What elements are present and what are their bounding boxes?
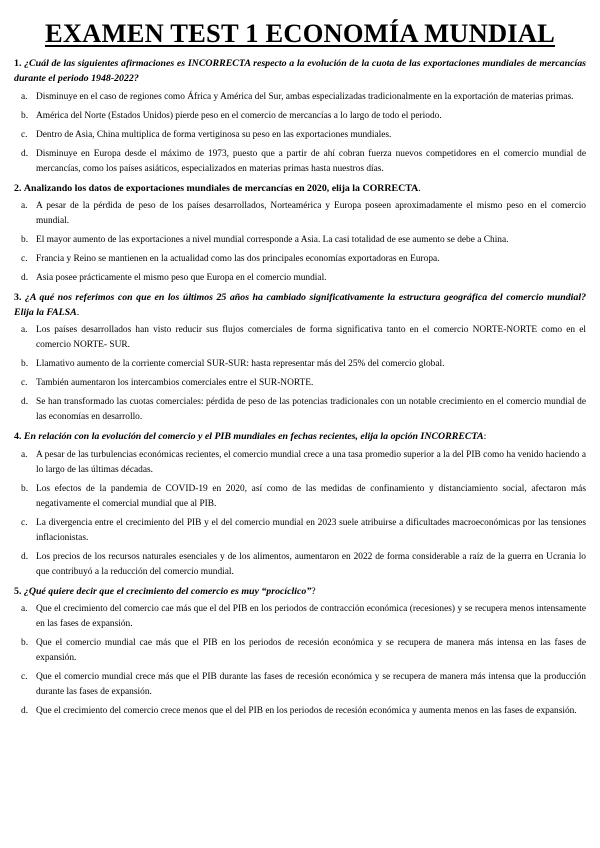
answer-option[interactable]: [14, 90, 586, 105]
option-text: Que el comercio mundial crece más que el PIB durante las fases de recesión económica y se recupera de manera más intensa que la producción durante las fases de expansión.: [36, 672, 586, 698]
question-2: [14, 181, 586, 286]
option-letter: a.: [21, 325, 28, 336]
option-letter: a.: [21, 91, 28, 102]
question-3: [14, 290, 586, 426]
question-heading: [14, 56, 586, 87]
option-text: La divergencia entre el crecimiento del PIB y el del comercio mundial en 2023 suele atribuirse a dificultades macroeconómicas por las tensiones inflacionistas.: [36, 517, 586, 543]
answer-option[interactable]: [14, 199, 586, 229]
question-punctuation: .: [76, 307, 80, 319]
question-number: 2.: [14, 182, 22, 194]
option-letter: a.: [21, 604, 28, 615]
answer-option[interactable]: [14, 357, 586, 372]
answer-option[interactable]: [14, 376, 586, 391]
option-letter: c.: [21, 129, 28, 140]
option-letter: c.: [21, 517, 28, 528]
answer-option[interactable]: [14, 271, 586, 286]
question-text: ¿A qué nos referimos con que en los últimos 25 años ha cambiado significativamente la estructura geográfica del comercio mundial? Elija la FALSA: [14, 291, 587, 319]
question-number: 1.: [14, 58, 22, 69]
option-letter: b.: [21, 638, 29, 649]
answer-list: [14, 323, 586, 425]
question-punctuation: .: [418, 182, 421, 194]
answer-option[interactable]: [14, 636, 586, 666]
option-letter: c.: [21, 253, 28, 264]
answer-option[interactable]: [14, 128, 586, 143]
page-title: EXAMEN TEST 1 ECONOMÍA MUNDIAL: [44, 18, 556, 48]
option-letter: c.: [21, 378, 28, 389]
question-1: [14, 56, 586, 177]
option-text: Los precios de los recursos naturales esenciales y de los alimentos, aumentaron en 2022 de forma considerable a raíz de la guerra en Ucrania lo que contribuyó a la reducción del comercio mundial.: [36, 551, 586, 577]
option-text: Disminuye en el caso de regiones como África y América del Sur, ambas especializadas tradicionalmente en la exportación de materias primas.: [36, 91, 574, 102]
answer-option[interactable]: [14, 323, 586, 353]
question-number: 5.: [14, 585, 22, 597]
question-number: 3.: [14, 291, 22, 303]
option-text: Que el comercio mundial cae más que el PIB en los periodos de recesión económica y se recupera de manera más intensa en las fases de expansión.: [36, 638, 586, 664]
option-letter: d.: [21, 706, 29, 717]
option-letter: d.: [21, 397, 29, 408]
answer-option[interactable]: [14, 395, 586, 425]
option-text: A pesar de las turbulencias económicas recientes, el comercio mundial crece a una tasa promedio superior a la del PIB como ha venido haciendo a lo largo de las últimas décadas.: [36, 449, 586, 475]
option-letter: b.: [21, 234, 29, 245]
answer-option[interactable]: [14, 670, 586, 700]
option-letter: c.: [21, 672, 28, 683]
answer-list: [14, 602, 586, 719]
option-text: Disminuye en Europa desde el máximo de 1973, puesto que a partir de ahí cobran fuerza nuevos competidores en el comercio mundial de mercancías, como los países asiáticos, especializados en materias primas hasta nuestros días.: [36, 148, 586, 174]
answer-option[interactable]: [14, 448, 586, 478]
question-4: [14, 429, 586, 579]
option-letter: d.: [21, 148, 29, 159]
question-number: 4.: [14, 431, 22, 443]
answer-list: [14, 90, 586, 177]
option-text: América del Norte (Estados Unidos) pierde peso en el comercio de mercancías a lo largo de todo el periodo.: [36, 110, 442, 121]
option-text: También aumentaron los intercambios comerciales entre el SUR-NORTE.: [36, 378, 314, 389]
option-letter: a.: [21, 449, 28, 460]
option-letter: d.: [21, 272, 29, 283]
option-text: Se han transformado las cuotas comerciales: pérdida de peso de las potencias tradicionales con un notable crecimiento en el comercio mundial de las economías en desarrollo.: [36, 397, 586, 423]
question-text: ¿Qué quiere decir que el crecimiento del comercio es muy “procíclico”: [23, 585, 312, 597]
question-heading: [14, 290, 586, 321]
question-heading: [14, 181, 586, 196]
option-text: Los efectos de la pandemia de COVID-19 en 2020, así como de las medidas de confinamiento y distanciamiento social, afectaron más negativamente el comercial mundial que al PIB.: [36, 483, 586, 509]
option-letter: b.: [21, 110, 29, 121]
option-letter: b.: [21, 359, 29, 370]
option-text: Que el crecimiento del comercio crece menos que el del PIB en los periodos de recesión económica y aumenta menos en las fases de expansión.: [36, 706, 577, 717]
option-text: Dentro de Asia, China multiplica de forma vertiginosa su peso en las exportaciones mundiales.: [36, 129, 392, 140]
option-text: El mayor aumento de las exportaciones a nivel mundial corresponde a Asia. La casi totalidad de ese aumento se debe a China.: [36, 234, 509, 245]
option-text: A pesar de la pérdida de peso de los países desarrollados, Norteamérica y Europa poseen aproximadamente el mismo peso en el comercio mundial.: [36, 200, 586, 226]
answer-option[interactable]: [14, 550, 586, 580]
question-heading: [14, 429, 586, 444]
option-text: Los países desarrollados han visto reducir sus flujos comerciales de forma significativa tanto en el comercio NORTE-NORTE como en el comercio NORTE- SUR.: [36, 325, 586, 351]
question-punctuation: :: [483, 431, 487, 443]
question-5: [14, 584, 586, 719]
option-text: Asia posee prácticamente el mismo peso que Europa en el comercio mundial.: [36, 272, 327, 283]
answer-option[interactable]: [14, 109, 586, 124]
question-heading: [14, 584, 586, 599]
question-text: En relación con la evolución del comercio y el PIB mundiales en fechas recientes, elija la opción INCORRECTA: [23, 431, 484, 443]
option-text: Francia y Reino se mantienen en la actualidad como las dos principales economías exportadoras en Europa.: [36, 253, 440, 264]
answer-option[interactable]: [14, 602, 586, 632]
option-text: Que el crecimiento del comercio cae más que el del PIB en los periodos de contracción económica (recesiones) y se recupera menos intensamente en las fases de expansión.: [36, 604, 586, 630]
option-text: Llamativo aumento de la corriente comercial SUR-SUR: hasta representar más del 25% del comercio global.: [36, 359, 445, 370]
question-text: Analizando los datos de exportaciones mundiales de mercancías en 2020, elija la CORRECTA: [23, 182, 419, 194]
answer-option[interactable]: [14, 704, 586, 719]
answer-list: [14, 199, 586, 286]
option-letter: b.: [21, 483, 29, 494]
question-text: ¿Cuál de las siguientes afirmaciones es INCORRECTA respecto a la evolución de la cuota de las exportaciones mundiales de mercancías durante el periodo 1948-2022?: [14, 58, 587, 85]
option-letter: a.: [21, 200, 28, 211]
option-letter: d.: [21, 551, 29, 562]
answer-option[interactable]: [14, 252, 586, 267]
answer-option[interactable]: [14, 516, 586, 546]
answer-option[interactable]: [14, 233, 586, 248]
answer-list: [14, 448, 586, 580]
answer-option[interactable]: [14, 147, 586, 177]
answer-option[interactable]: [14, 482, 586, 512]
question-punctuation: ?: [311, 585, 316, 597]
